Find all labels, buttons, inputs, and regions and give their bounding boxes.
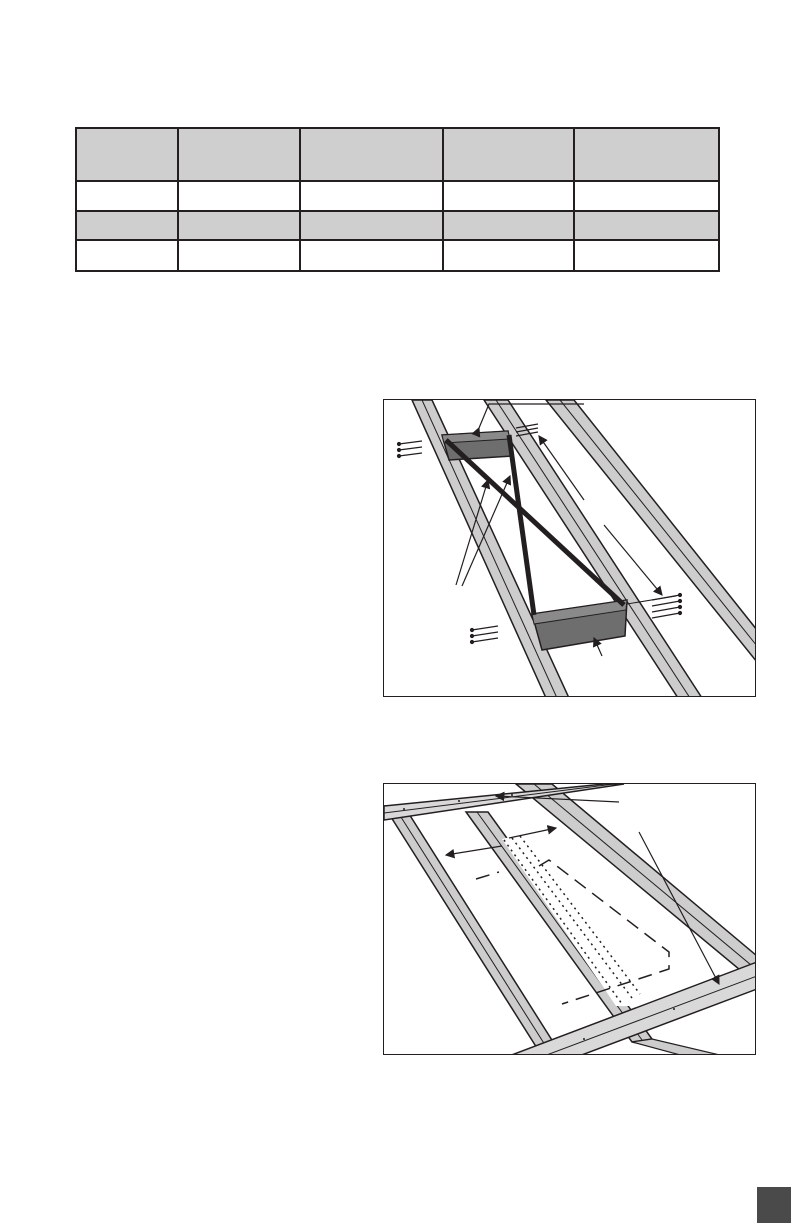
table-cell [443, 181, 574, 211]
table-header-cell [574, 128, 719, 181]
page-tab [757, 1187, 791, 1223]
table-cell [300, 240, 443, 271]
table-cell [574, 181, 719, 211]
roof-framing-opening-with-headers-illustration [384, 400, 756, 697]
figure-joist-cutout [383, 783, 756, 1055]
ceiling-joist-cutout-illustration [384, 784, 756, 1055]
table-header-cell [76, 128, 178, 181]
table-cell [178, 240, 300, 271]
table-row [76, 181, 719, 211]
table-cell [76, 211, 178, 241]
figure-framing-headers [383, 399, 756, 697]
table-cell [443, 211, 574, 241]
table-cell [76, 181, 178, 211]
table-row [76, 240, 719, 271]
specification-table [75, 127, 720, 272]
table-cell [574, 240, 719, 271]
table-header-row [76, 128, 719, 181]
table-header-cell [443, 128, 574, 181]
table-cell [300, 181, 443, 211]
table-cell [443, 240, 574, 271]
table-row [76, 211, 719, 241]
table-cell [178, 211, 300, 241]
table-header-cell [178, 128, 300, 181]
table-cell [574, 211, 719, 241]
table-cell [178, 181, 300, 211]
table-cell [300, 211, 443, 241]
table-cell [76, 240, 178, 271]
table-header-cell [300, 128, 443, 181]
nail-dots-icon [403, 794, 675, 1040]
